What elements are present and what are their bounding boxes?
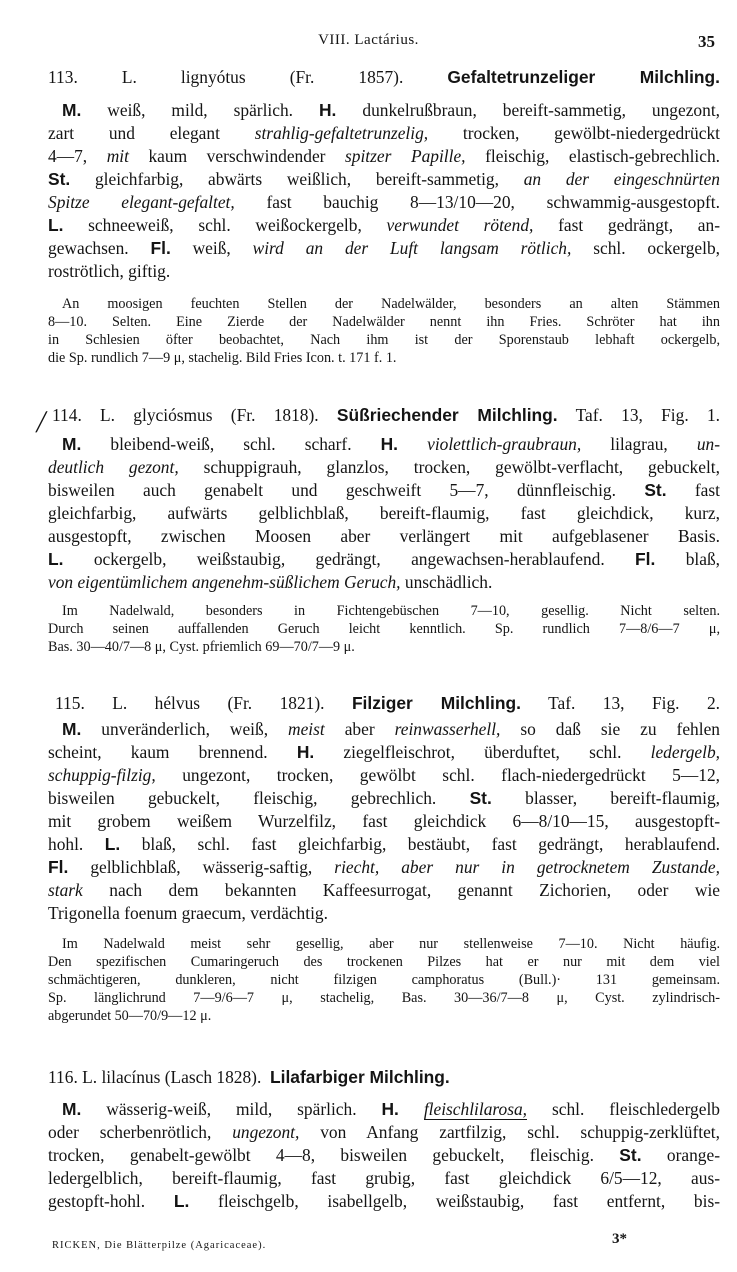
entry-115-note: schmächtigeren, dunkleren, nicht filzigen camphoratus (Bull.)· 131 gemeinsam. [48, 972, 720, 988]
text-run: gestopft-hohl. [48, 1191, 174, 1211]
text-run: fast gedrängt, an- [533, 215, 720, 235]
text-run: blaß, schl. fast gleichfarbig, bestäubt, fast gedrängt, herablaufend. [120, 834, 720, 854]
text-run: Fl. [150, 238, 171, 258]
entry-115-note: Sp. länglichrund 7—9/6—7 μ, stachelig, Bas. 30—36/7—8 μ, Cyst. zylindrisch- [48, 990, 720, 1006]
text-run: L. [48, 215, 64, 235]
entry-113-note: 8—10. Selten. Eine Zierde der Nadelwälder nennt ihn Fries. Schröter hat ihn [48, 314, 720, 330]
text-run: spitzer Papille, [345, 146, 466, 166]
text-run: ockergelb, weißstaubig, gedrängt, angewachsen-herablaufend. [63, 549, 636, 569]
plate-reference: Taf. 13, Fig. 2. [548, 693, 720, 713]
text-run: schl. fleischledergelb [527, 1099, 720, 1119]
entry-113-line [48, 214, 720, 236]
text-run: mit [106, 146, 129, 166]
text-run: aber [324, 719, 395, 739]
text-run: M. [62, 434, 82, 454]
entry-116-heading [48, 1066, 720, 1088]
pencil-mark-icon: ╱ [36, 412, 47, 432]
species-title: 113. L. lignyótus (Fr. 1857). [48, 67, 404, 87]
entry-116-line [48, 1121, 720, 1143]
entry-115-line [48, 787, 720, 809]
text-run: dunkelrußbraun, bereift-sammetig, ungezont, [336, 100, 720, 120]
entry-115-line [48, 833, 720, 855]
text-run: ungezont, [232, 1122, 300, 1142]
entry-113-line [48, 145, 720, 167]
text-run: H. [380, 434, 399, 454]
text-run: schl. ockergelb, [571, 238, 721, 258]
entry-113-line [48, 168, 720, 190]
signature-mark: 3* [612, 1231, 627, 1247]
text-run: H. [296, 742, 315, 762]
text-run: hohl. [48, 834, 105, 854]
entry-114-note: Bas. 30—40/7—8 μ, Cyst. pfriemlich 69—70/7—9 μ. [48, 639, 355, 655]
text-run: bisweilen gebuckelt, fleischig, gebrechlich. [48, 788, 470, 808]
common-name: Süßriechender Milchling. [336, 405, 558, 425]
plate-reference: Taf. 13, Fig. 1. [575, 405, 720, 425]
text-run: Fl. [635, 549, 656, 569]
entry-114-line [48, 479, 720, 501]
text-run: schneeweiß, schl. weißockergelb, [63, 215, 387, 235]
text-run: St. [48, 169, 71, 189]
text-run: kaum verschwindender [128, 146, 346, 166]
entry-113-heading [48, 66, 720, 88]
text-run: orange- [641, 1145, 720, 1165]
text-run: fast [666, 480, 720, 500]
text-run: H. [381, 1099, 399, 1119]
text-run: schuppigrauh, glanzlos, trocken, gewölbt-verflacht, gebuckelt, [178, 457, 720, 477]
entry-115-line: mit grobem weißem Wurzelfilz, fast gleichdick 6—8/10—15, ausgestopft- [48, 811, 720, 831]
entry-113-line [62, 99, 720, 121]
text-run: trocken, gewölbt-niedergedrückt [428, 123, 720, 143]
text-run: scheint, kaum brennend. [48, 742, 297, 762]
text-run: ledergelb, [650, 742, 720, 762]
text-run: zart und elegant [48, 123, 255, 143]
entry-114-heading [52, 404, 720, 426]
text-run: fleischlilarosa, [423, 1099, 528, 1119]
printer-signature: RICKEN, Die Blätterpilze (Agaricaceae). [52, 1240, 267, 1251]
entry-115-line [48, 879, 720, 901]
text-run: deutlich gezont, [48, 457, 179, 477]
text-run: ziegelfleischrot, überduftet, schl. [314, 742, 651, 762]
text-run: riecht, aber nur in getrocknetem Zustande, [334, 857, 721, 877]
text-run: reinwasserhell, [394, 719, 501, 739]
text-run: L. [173, 1191, 190, 1211]
entry-115-line [48, 741, 720, 763]
entry-113-line [48, 237, 720, 259]
text-run: von eigentümlichem angenehm-süßlichem Geruch, [48, 572, 401, 592]
entry-113-note: An moosigen feuchten Stellen der Nadelwälder, besonders an alten Stämmen [62, 296, 720, 312]
entry-116-line [48, 1190, 720, 1212]
page-number: 35 [698, 32, 715, 51]
chapter-title: VIII. Lactárius. [318, 32, 419, 48]
text-run: L. [104, 834, 121, 854]
entry-116-line: ledergelblich, bereift-flaumig, fast grubig, fast gleichdick 6/5—12, aus- [48, 1168, 720, 1188]
text-run: gewachsen. [48, 238, 151, 258]
text-run: stark [48, 880, 83, 900]
text-run: unschädlich. [400, 572, 493, 592]
text-run: wässerig-weiß, mild, spärlich. [81, 1099, 382, 1119]
text-run: gleichfarbig, abwärts weißlich, bereift-sammetig, [70, 169, 524, 189]
text-run: fleischgelb, isabellgelb, weißstaubig, fast entfernt, bis- [189, 1191, 721, 1211]
entry-115-heading [55, 692, 720, 714]
text-run: St. [619, 1145, 642, 1165]
species-title: 116. L. lilacínus (Lasch 1828). [48, 1067, 262, 1087]
text-run: 4—7, [48, 146, 107, 166]
entry-116-line [62, 1098, 720, 1120]
text-run: M. [62, 1099, 82, 1119]
entry-116-line [48, 1144, 720, 1166]
common-name: Lilafarbiger Milchling. [270, 1067, 450, 1087]
entry-115-line: Trigonella foenum graecum, verdächtig. [48, 903, 328, 923]
entry-115-line [48, 764, 720, 786]
entry-115-note: abgerundet 50—70/9—12 μ. [48, 1008, 212, 1024]
text-run: fast bauchig 8—13/10—20, schwammig-ausgestopft. [234, 192, 720, 212]
entry-114-line [48, 571, 720, 593]
text-run: ungezont, trocken, gewölbt schl. flach-niedergedrückt 5—12, [155, 765, 720, 785]
entry-114-line [62, 433, 720, 455]
text-run: M. [62, 719, 82, 739]
species-title: 114. L. glyciósmus (Fr. 1818). [52, 405, 319, 425]
text-run: bisweilen auch genabelt und geschweift 5—7, dünnfleischig. [48, 480, 645, 500]
entry-114-note: Durch seinen auffallenden Geruch leicht kenntlich. Sp. rundlich 7—8/6—7 μ, [48, 621, 720, 637]
entry-115-note: Im Nadelwald meist sehr gesellig, aber nur stellenweise 7—10. Nicht häufig. [62, 936, 720, 952]
text-run: an der eingeschnürten [523, 169, 720, 189]
text-run: oder scherbenrötlich, [48, 1122, 233, 1142]
text-run [398, 434, 427, 454]
entry-114-line: gleichfarbig, aufwärts gelblichblaß, bereift-flaumig, fast gleichdick, kurz, [48, 503, 720, 523]
text-run: gelblichblaß, wässerig-saftig, [68, 857, 335, 877]
text-run: wird an der Luft langsam rötlich, [252, 238, 572, 258]
entry-113-line [48, 122, 720, 144]
text-run: verwundet rötend, [386, 215, 534, 235]
common-name: Filziger Milchling. [351, 693, 521, 713]
text-run: schuppig-filzig, [48, 765, 156, 785]
text-run: weiß, [170, 238, 253, 258]
text-run: meist [288, 719, 325, 739]
running-header [0, 32, 737, 54]
text-run: fleischig, elastisch-gebrechlich. [465, 146, 720, 166]
text-run: bleibend-weiß, schl. scharf. [81, 434, 381, 454]
entry-113-note: die Sp. rundlich 7—9 μ, stachelig. Bild Fries Icon. t. 171 f. 1. [48, 350, 397, 366]
text-run: un- [696, 434, 720, 454]
entry-113-line: roströtlich, giftig. [48, 261, 171, 281]
text-run: blasser, bereift-flaumig, [491, 788, 721, 808]
entry-115-line [48, 856, 720, 878]
text-run: Fl. [48, 857, 69, 877]
entry-113-line [48, 191, 720, 213]
entry-114-note: Im Nadelwald, besonders in Fichtengebüschen 7—10, gesellig. Nicht selten. [62, 603, 720, 619]
text-run: lilagrau, [581, 434, 697, 454]
text-run: blaß, [655, 549, 720, 569]
species-title: 115. L. hélvus (Fr. 1821). [55, 693, 325, 713]
text-run: M. [62, 100, 82, 120]
text-run: Spitze elegant-gefaltet, [48, 192, 235, 212]
text-run: nach dem bekannten Kaffeesurrogat, genannt Zichorien, oder wie [82, 880, 720, 900]
text-run: H. [319, 100, 337, 120]
entry-113-note: in Schlesien öfter beobachtet, Nach ihm ist der Sporenstaub lebhaft ockergelb, [48, 332, 720, 348]
text-run: violettlich-graubraun, [427, 434, 582, 454]
text-run: weiß, mild, spärlich. [81, 100, 319, 120]
text-run: St. [469, 788, 492, 808]
entry-115-note: Den spezifischen Cumaringeruch des trockenen Pilzes hat er nur mit dem viel [48, 954, 720, 970]
common-name: Gefaltetrunzeliger Milchling. [447, 67, 720, 87]
text-run: St. [644, 480, 667, 500]
text-run: von Anfang zartfilzig, schl. schuppig-zerklüftet, [299, 1122, 720, 1142]
text-run: L. [48, 549, 64, 569]
entry-115-line [62, 718, 720, 740]
text-run: so daß sie zu fehlen [500, 719, 720, 739]
text-run: trocken, genabelt-gewölbt 4—8, bisweilen gebuckelt, fleischig. [48, 1145, 620, 1165]
text-run: strahlig-gefaltetrunzelig, [254, 123, 429, 143]
entry-114-line [48, 548, 720, 570]
entry-114-line [48, 456, 720, 478]
text-run: unveränderlich, weiß, [81, 719, 289, 739]
text-run [399, 1099, 424, 1119]
entry-114-line: ausgestopft, zwischen Moosen aber verlängert mit aufgeblasener Basis. [48, 526, 720, 546]
